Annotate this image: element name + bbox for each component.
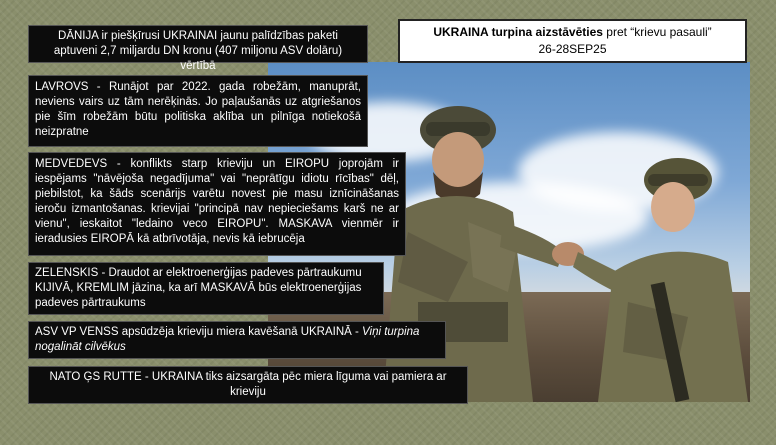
lavrov-box — [28, 75, 368, 147]
header-title-rest: pret “krievu pasauli” — [602, 25, 712, 39]
rutte-text: NATO ĢS RUTTE - UKRAINA tiks aizsargāta pēc miera līguma vai pamiera ar krieviju — [49, 371, 447, 398]
rutte-box — [28, 366, 468, 404]
header-dates: 26-28SEP25 — [538, 42, 607, 56]
lavrov-text: LAVROVS - Runājot par 2022. gada robežām, manuprāt, neviens vairs uz tām nerēķinās. Jo paļaušanās uz atgriešanos pie šīm robežām būtu politiska aklība un pilnīga notiekošā neizpratne — [35, 81, 361, 138]
denmark-text: DĀNIJA ir piešķīrusi UKRAINAI jaunu palīdzības paketi aptuveni 2,7 miljardu DN kronu (407 miljonu ASV dolāru) vērtībā — [53, 30, 343, 72]
vance-box — [28, 321, 446, 359]
vance-text: ASV VP VENSS apsūdzēja krieviju miera kavēšanā UKRAINĀ - — [35, 326, 363, 338]
zelensky-box — [28, 262, 384, 315]
medvedev-box — [28, 152, 406, 256]
header-title — [400, 24, 745, 41]
denmark-box — [28, 25, 368, 72]
vance-quote: Viņi turpina nogalināt cilvēkus — [35, 326, 420, 353]
zelensky-text: ZELENSKIS - Draudot ar elektroenerģijas padeves pārtraukumu KIJIVĀ, KREMLIM jāzina, ka arī MASKAVĀ būs elektroenerģijas padeves pārtraukums — [35, 267, 362, 309]
medvedev-text: MEDVEDEVS - konflikts starp krieviju un EIROPU joprojām ir iespējams "nāvējoša negadījuma" vai "neprātīgu idiotu rīcības" dēļ, piebilstot, ka šāds scenārijs varētu novest pie masu iznīcināšanas ieroču izmantošanas. krievijai "principā nav nepieciešams karš ne ar vienu", ieskaitot "ledaino veco EIROPU". MASKAVA vienmēr ir ieradusies EIROPĀ kā atbrīvotāja, nevis kā iebrucēja — [35, 158, 399, 245]
header-box — [398, 19, 747, 63]
header-title-bold: UKRAINA turpina aizstāvēties — [433, 25, 603, 39]
